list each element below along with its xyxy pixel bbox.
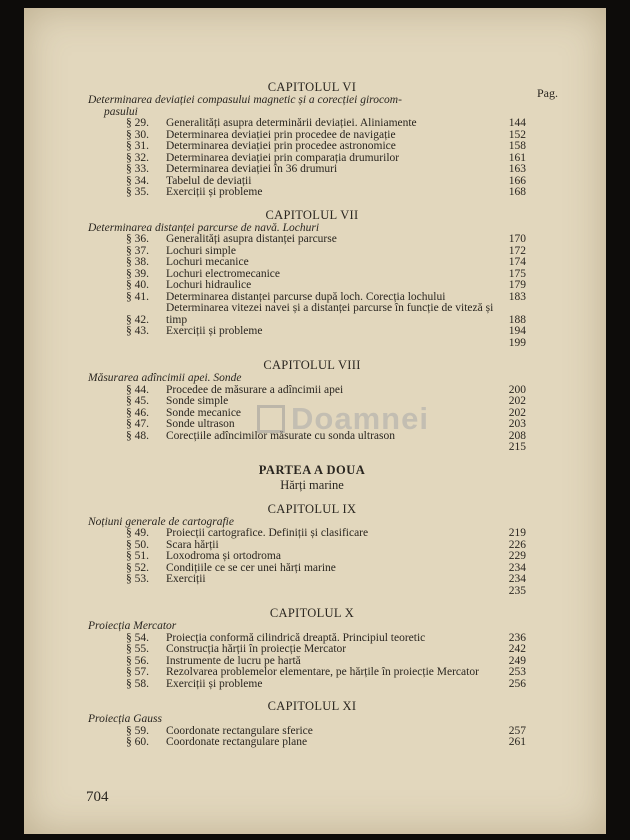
section-gap (80, 199, 544, 208)
chapter-heading: CAPITOLUL VI (267, 80, 357, 94)
toc-entry (126, 528, 526, 540)
section-number: § 37. (126, 244, 149, 257)
section-number: § 40. (126, 279, 149, 291)
section-number: § 55. (126, 643, 149, 655)
section-page: 179 (508, 279, 526, 291)
section-number: § 50. (126, 538, 149, 551)
section-page: 236 (508, 631, 526, 644)
toc-entry (126, 118, 526, 130)
chapter-heading: CAPITOLUL VII (265, 207, 359, 222)
section-number: § 36. (126, 233, 149, 245)
section-number: § 54. (126, 631, 149, 644)
section-number: § 58. (126, 677, 149, 690)
section-title: Determinarea deviației prin comparația drumurilor (166, 151, 400, 164)
section-title: Determinarea vitezei navei și a distanței parcurse în funcție de viteză și timp (166, 302, 494, 326)
chapter-title (88, 714, 544, 726)
toc-entry (126, 667, 526, 679)
section-number: § 34. (126, 174, 149, 187)
trailing-page-number: 235 (508, 584, 526, 597)
section-title: Determinarea deviației în 36 drumuri (166, 163, 338, 175)
watermark-logo-icon (257, 405, 285, 433)
section-title: Corecțiile adîncimilor măsurate cu sonda ultrason (166, 429, 395, 442)
section-gap (80, 349, 544, 358)
section-page: 203 (508, 418, 526, 430)
section-number: § 52. (126, 561, 149, 574)
section-page: 202 (508, 406, 526, 419)
section-number: § 39. (126, 267, 149, 280)
watermark (232, 396, 454, 442)
section-number: § 46. (126, 406, 149, 419)
toc-entry (126, 280, 526, 292)
section-page: 253 (508, 666, 526, 678)
chapter-heading: CAPITOLUL IX (267, 501, 357, 516)
section-number: § 38. (126, 256, 149, 268)
section-page: 163 (508, 163, 526, 175)
section-title: Procedee de măsurare a adîncimii apei (166, 383, 344, 396)
toc-entry (126, 187, 526, 199)
section-title: Determinarea deviației prin procedee astronomice (166, 140, 396, 152)
section-page: 144 (508, 117, 526, 129)
entry-list (126, 726, 526, 749)
section-title: Coordonate rectangulare plane (166, 736, 308, 748)
section-title: Scara hărții (166, 538, 219, 551)
section-title: Sonde ultrason (166, 418, 235, 430)
book-page (24, 8, 606, 834)
entry-list (126, 528, 526, 586)
section-page: 161 (508, 151, 526, 164)
section-title: Exerciții și probleme (166, 186, 263, 198)
section-number: § 42. (126, 313, 149, 326)
toc-entry (126, 141, 526, 153)
section-number: § 53. (126, 573, 149, 585)
entry-list (126, 633, 526, 691)
part-heading: PARTEA A DOUA (258, 462, 366, 477)
section-number: § 48. (126, 429, 149, 442)
toc-entry (126, 234, 526, 246)
section-number: § 30. (126, 128, 149, 141)
section-page: 175 (508, 267, 526, 280)
section-page: 234 (508, 561, 526, 574)
trailing-page-number: 199 (508, 336, 526, 349)
section-number: § 59. (126, 724, 149, 737)
section-gap (80, 749, 544, 758)
section-gap (80, 454, 544, 463)
section-title: Exerciții și probleme (166, 325, 263, 337)
section-page: 249 (508, 654, 526, 667)
section-number: § 33. (126, 163, 149, 175)
section-number: § 35. (126, 186, 149, 198)
toc-entry (126, 257, 526, 269)
section-title: Lochuri electromecanice (166, 267, 280, 280)
section-title: Determinarea deviației prin procedee de navigație (166, 128, 396, 141)
toc-entry (126, 303, 526, 326)
section-title: Generalități asupra distanței parcurse (166, 233, 337, 245)
section-title: Lochuri mecanice (166, 256, 249, 268)
section-page: 183 (508, 290, 526, 303)
section-page: 172 (508, 244, 526, 257)
section-title: Generalități asupra determinării deviației. Aliniamente (166, 117, 417, 129)
chapter-title (88, 621, 544, 633)
section-number: § 51. (126, 550, 149, 562)
section-number: § 45. (126, 395, 149, 407)
section-page: 168 (508, 186, 526, 198)
section-number: § 31. (126, 140, 149, 152)
section-number: § 47. (126, 418, 149, 430)
section-page: 170 (508, 233, 526, 245)
section-page: 208 (508, 429, 526, 442)
section-gap (80, 690, 544, 699)
section-title: Exerciții (166, 573, 206, 585)
section-number: § 32. (126, 151, 149, 164)
part-subtitle: Hărți marine (280, 477, 344, 492)
section-title: Instrumente de lucru pe hartă (166, 654, 301, 667)
section-gap (80, 597, 544, 606)
chapter-title-line: Determinarea deviației compasului magnetic și a corecției girocom- (88, 94, 402, 106)
chapter-title-line: Noțiuni generale de cartografie (88, 515, 234, 528)
chapter-title (88, 95, 544, 118)
section-title: Loxodroma și ortodroma (166, 550, 281, 562)
chapter-title-line: Proiecția Mercator (88, 620, 177, 632)
section-page: 174 (508, 256, 526, 268)
section-page: 229 (508, 550, 526, 562)
chapter-title-line: Proiecția Gauss (88, 713, 162, 725)
section-page: 219 (508, 527, 526, 539)
section-number: § 57. (126, 666, 149, 678)
section-title: Lochuri hidraulice (166, 279, 252, 291)
toc-entry (126, 551, 526, 563)
section-title: Proiecția conformă cilindrică dreaptă. Principiul teoretic (166, 631, 426, 644)
section-page: 200 (508, 383, 526, 396)
toc-entry (126, 574, 526, 586)
chapter-title-line: Măsurarea adîncimii apei. Sonde (88, 372, 242, 384)
section-page: 261 (508, 736, 526, 748)
page-column-label: Pag. (537, 86, 558, 100)
section-title: Sonde mecanice (166, 406, 242, 419)
trailing-page-number: 215 (508, 441, 526, 453)
section-number: § 60. (126, 736, 149, 748)
section-title: Rezolvarea problemelor elementare, pe hărțile în proiecție Mercator (166, 666, 479, 678)
chapter-title-line: Determinarea distanței parcurse de navă. Lochuri (88, 221, 320, 234)
section-title: Exerciții și probleme (166, 677, 263, 690)
toc-entry (126, 326, 526, 338)
chapter-heading: CAPITOLUL VIII (263, 358, 361, 372)
section-title: Sonde simple (166, 395, 229, 407)
watermark-text: Doamnei (291, 401, 429, 436)
section-title: Proiecții cartografice. Definiții și clasificare (166, 527, 369, 539)
section-number: § 49. (126, 527, 149, 539)
section-page: 152 (508, 128, 526, 141)
section-page: 158 (508, 140, 526, 152)
chapter-heading: CAPITOLUL XI (267, 699, 357, 713)
page-number: 704 (86, 789, 109, 805)
toc-entry (126, 737, 526, 749)
section-page: 242 (508, 643, 526, 655)
section-page: 166 (508, 174, 526, 187)
entry-list (126, 234, 526, 338)
section-page: 256 (508, 677, 526, 690)
toc-entry (126, 164, 526, 176)
section-number: § 56. (126, 654, 149, 667)
section-number: § 41. (126, 290, 149, 303)
section-number: § 29. (126, 117, 149, 129)
toc-entry (126, 679, 526, 691)
section-title: Condițiile ce se cer unei hărți marine (166, 561, 336, 574)
section-number: § 43. (126, 325, 149, 337)
section-page: 194 (508, 325, 526, 337)
chapter-heading: CAPITOLUL X (269, 606, 355, 620)
section-title: Determinarea distanței parcurse după loch. Corecția lochului (166, 290, 446, 303)
entry-list (126, 118, 526, 199)
section-title: Tabelul de deviații (166, 174, 252, 187)
section-title: Construcția hărții în proiecție Mercator (166, 643, 347, 655)
section-title: Coordonate rectangulare sferice (166, 724, 313, 737)
section-page: 257 (508, 724, 526, 737)
section-title: Lochuri simple (166, 244, 236, 257)
chapter-title-line: pasului (104, 105, 138, 118)
toc-entry (126, 644, 526, 656)
section-page: 202 (508, 395, 526, 407)
section-page: 234 (508, 573, 526, 585)
section-page: 188 (508, 313, 526, 326)
section-page: 226 (508, 538, 526, 551)
section-number: § 44. (126, 383, 149, 396)
chapter-title (88, 373, 544, 385)
